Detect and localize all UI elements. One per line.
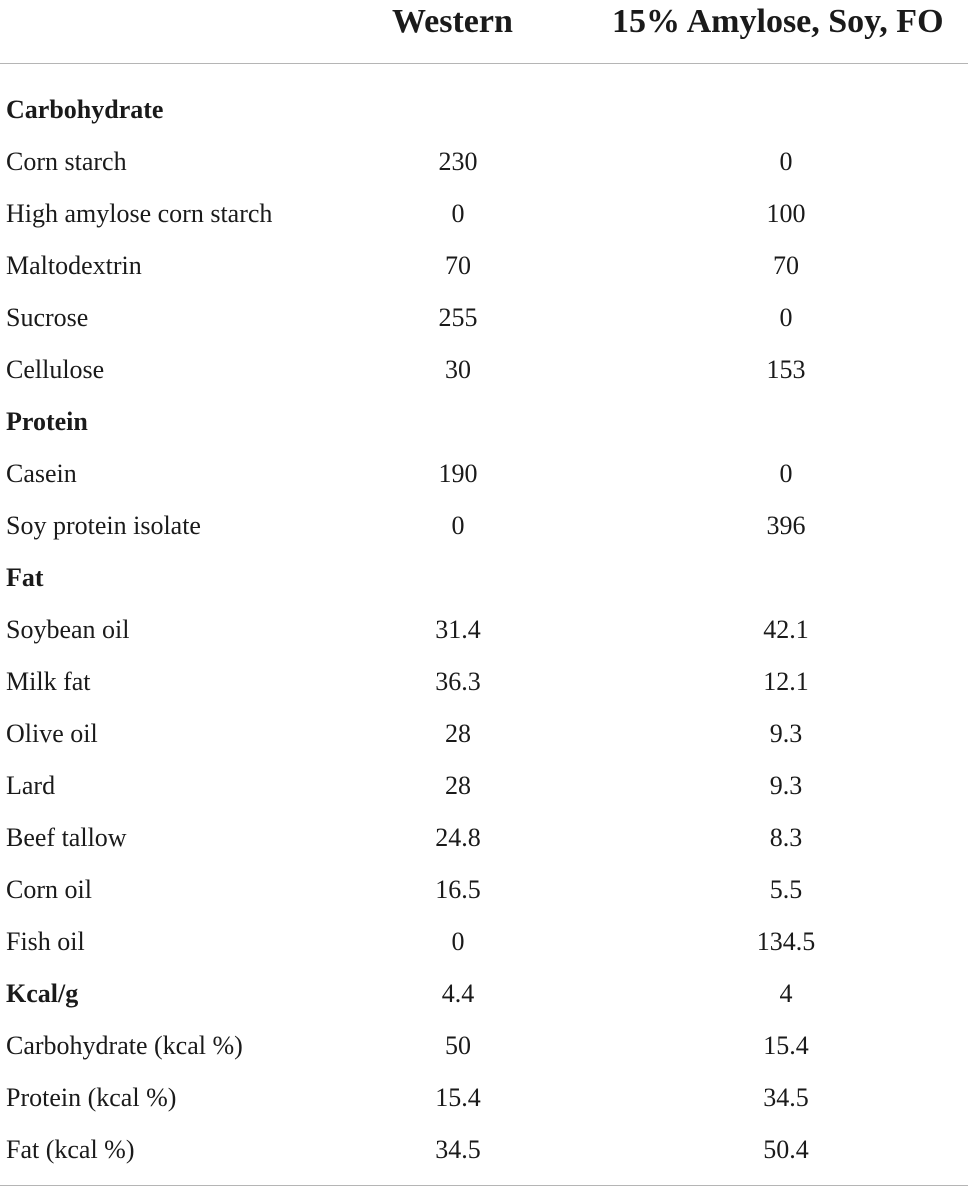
row-label: Beef tallow bbox=[6, 823, 127, 852]
value-amylose-soy-fo: 9.3 bbox=[769, 719, 803, 748]
value-amylose-soy-fo: 396 bbox=[766, 511, 806, 540]
table-row bbox=[0, 864, 968, 916]
row-label: Milk fat bbox=[6, 667, 91, 696]
value-western: 24.8 bbox=[435, 823, 481, 852]
table-row bbox=[0, 604, 968, 656]
value-western: 28 bbox=[445, 771, 471, 800]
value-amylose-soy-fo: 0 bbox=[779, 147, 793, 176]
section-label: Carbohydrate bbox=[6, 95, 164, 124]
table-row bbox=[0, 760, 968, 812]
table-row bbox=[0, 344, 968, 396]
value-amylose-soy-fo: 5.5 bbox=[769, 875, 803, 904]
value-western: 15.4 bbox=[435, 1083, 481, 1112]
bottom-rule bbox=[0, 1185, 968, 1186]
table-row bbox=[0, 1020, 968, 1072]
table-row bbox=[0, 708, 968, 760]
row-label: Maltodextrin bbox=[6, 251, 142, 280]
value-western: 31.4 bbox=[435, 615, 481, 644]
value-western: 190 bbox=[438, 459, 478, 488]
row-label: Cellulose bbox=[6, 355, 105, 384]
value-western: 34.5 bbox=[435, 1135, 481, 1164]
table-row bbox=[0, 1124, 968, 1176]
row-label: Fish oil bbox=[6, 927, 85, 956]
value-amylose-soy-fo: 34.5 bbox=[763, 1083, 809, 1112]
row-label: Lard bbox=[6, 771, 56, 800]
row-label: Olive oil bbox=[6, 719, 98, 748]
section-row bbox=[0, 552, 968, 604]
column-header-amylose-soy-fo: 15% Amylose, Soy, FO bbox=[612, 3, 944, 40]
section-row bbox=[0, 968, 968, 1020]
value-amylose-soy-fo: 0 bbox=[779, 459, 793, 488]
value-western: 0 bbox=[451, 199, 465, 228]
section-label: Fat bbox=[6, 563, 44, 592]
value-amylose-soy-fo: 9.3 bbox=[769, 771, 803, 800]
value-amylose-soy-fo: 12.1 bbox=[763, 667, 809, 696]
row-label: Casein bbox=[6, 459, 77, 488]
row-label: Corn oil bbox=[6, 875, 92, 904]
value-amylose-soy-fo: 42.1 bbox=[763, 615, 809, 644]
row-label: Carbohydrate (kcal %) bbox=[6, 1031, 243, 1060]
table-header bbox=[0, 0, 968, 64]
value-western: 36.3 bbox=[435, 667, 481, 696]
value-amylose-soy-fo: 50.4 bbox=[763, 1135, 809, 1164]
value-western: 16.5 bbox=[435, 875, 481, 904]
section-row bbox=[0, 84, 968, 136]
value-western: 255 bbox=[438, 303, 478, 332]
value-western: 4.4 bbox=[441, 979, 475, 1008]
table-row bbox=[0, 656, 968, 708]
table-row bbox=[0, 292, 968, 344]
row-label: High amylose corn starch bbox=[6, 199, 273, 228]
value-amylose-soy-fo: 70 bbox=[773, 251, 799, 280]
value-western: 0 bbox=[451, 511, 465, 540]
value-amylose-soy-fo: 100 bbox=[766, 199, 806, 228]
value-western: 30 bbox=[445, 355, 471, 384]
table-row bbox=[0, 136, 968, 188]
table-row bbox=[0, 916, 968, 968]
table-row bbox=[0, 240, 968, 292]
row-label: Fat (kcal %) bbox=[6, 1135, 135, 1164]
value-western: 230 bbox=[438, 147, 478, 176]
row-label: Soy protein isolate bbox=[6, 511, 201, 540]
column-header-western: Western bbox=[392, 3, 513, 40]
row-label: Soybean oil bbox=[6, 615, 130, 644]
row-label: Protein (kcal %) bbox=[6, 1083, 177, 1112]
table-row bbox=[0, 500, 968, 552]
value-western: 0 bbox=[451, 927, 465, 956]
table-row bbox=[0, 812, 968, 864]
value-western: 70 bbox=[445, 251, 471, 280]
table-body bbox=[0, 64, 968, 1176]
row-label: Corn starch bbox=[6, 147, 127, 176]
section-label: Kcal/g bbox=[6, 979, 79, 1008]
value-amylose-soy-fo: 134.5 bbox=[756, 927, 816, 956]
value-amylose-soy-fo: 8.3 bbox=[769, 823, 803, 852]
table-row bbox=[0, 188, 968, 240]
value-amylose-soy-fo: 153 bbox=[766, 355, 806, 384]
section-row bbox=[0, 396, 968, 448]
value-amylose-soy-fo: 4 bbox=[779, 979, 793, 1008]
value-western: 50 bbox=[445, 1031, 471, 1060]
section-label: Protein bbox=[6, 407, 88, 436]
value-amylose-soy-fo: 15.4 bbox=[763, 1031, 809, 1060]
table-row bbox=[0, 448, 968, 500]
value-amylose-soy-fo: 0 bbox=[779, 303, 793, 332]
table-row bbox=[0, 1072, 968, 1124]
value-western: 28 bbox=[445, 719, 471, 748]
row-label: Sucrose bbox=[6, 303, 89, 332]
